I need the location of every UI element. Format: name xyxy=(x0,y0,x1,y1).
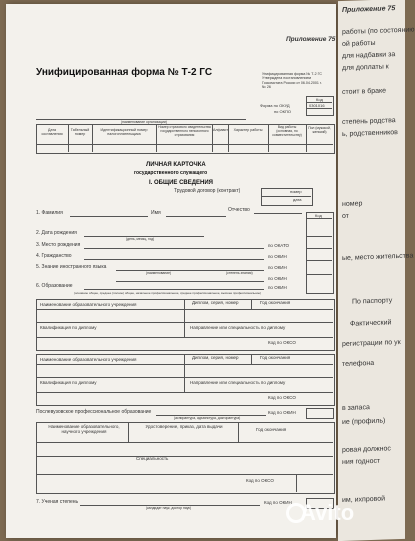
col-inn: Идентификационный номер налогоплательщика xyxy=(100,128,148,136)
okato-label: по ОКАТО xyxy=(268,243,290,248)
language-hint-1: (наименование) xyxy=(146,271,172,275)
right-text: ь, родственников xyxy=(342,129,398,139)
right-text: ие (профиль) xyxy=(342,417,386,427)
field-surname: 1. Фамилия xyxy=(36,210,63,216)
postgrad-okso: Код по ОКСО xyxy=(246,478,274,483)
degree-label: 7. Ученая степень xyxy=(36,499,79,505)
right-text: степень родства xyxy=(342,117,396,127)
okin-label-2: по ОКИН xyxy=(268,265,287,270)
adjacent-page xyxy=(338,0,415,541)
col-snils: Номер страхового свидетельства государственного пенсионного страхования xyxy=(158,125,211,137)
form-title: Унифицированная форма № Т-2 ГС xyxy=(36,67,213,78)
contract-number: номер xyxy=(290,189,302,194)
right-text: ой работы xyxy=(342,39,376,49)
appendix-label: Приложение 75 xyxy=(286,36,336,43)
edu2-specialty: Направление или специальность по диплому xyxy=(190,380,286,385)
postgrad-label: Послевузовское профессиональное образование xyxy=(36,409,152,415)
card-title: ЛИЧНАЯ КАРТОЧКА xyxy=(146,162,206,168)
field-birthdate: 2. Дата рождения xyxy=(36,230,77,236)
right-text: ровая должнос xyxy=(342,445,391,455)
okud-code: 0301016 xyxy=(309,103,325,108)
okud-label: Форма по ОКУД xyxy=(260,103,290,108)
right-text: телефона xyxy=(342,359,375,369)
approval-line: Госкомстата России от 06.04.2001 г. xyxy=(262,80,322,85)
col-sex: Пол (мужской, женский) xyxy=(308,126,331,134)
edu2-institution: Наименование образовательного учреждения xyxy=(40,357,137,362)
col-work-type: Характер работы xyxy=(233,128,263,132)
right-text: для доплаты к xyxy=(342,63,389,73)
okpo-label: по ОКПО xyxy=(274,109,291,114)
postgrad-hint: (аспирантура, адъюнктура, докторантура) xyxy=(174,416,241,420)
org-hint: (наименование организации) xyxy=(121,120,167,124)
edu1-institution: Наименование образовательного учреждения xyxy=(40,302,137,307)
edu2-year: Год окончания xyxy=(260,355,291,360)
postgrad-doc: Удостоверение, приказ, дата выдачи xyxy=(145,424,223,429)
right-text: для надбавки за xyxy=(342,51,396,61)
field-citizenship: 4. Гражданство xyxy=(36,253,72,259)
code-column-label: Код xyxy=(315,213,322,218)
postgrad-year: Год окончания xyxy=(256,427,287,432)
okin-label-4: по ОКИН xyxy=(268,285,287,290)
postgrad-okin-box xyxy=(306,408,334,419)
contract-label: Трудовой договор (контракт) xyxy=(174,188,241,194)
edu1-okso: Код по ОКСО xyxy=(268,340,296,345)
card-subtitle: государственного служащего xyxy=(134,170,208,176)
right-text: им, ихпровой xyxy=(342,495,386,505)
col-alphabet: Алфавит xyxy=(213,128,229,132)
right-text: стоит в браке xyxy=(342,87,387,97)
col-work-kind: Вид работы (основная, по совместительству) xyxy=(272,125,302,137)
edu2-diploma: Диплом, серия, номер xyxy=(192,355,239,360)
field-patronymic: Отчество xyxy=(228,207,250,213)
field-education: 6. Образование xyxy=(36,283,73,289)
contract-date: дата xyxy=(293,197,302,202)
approval-line: Утверждена постановлением xyxy=(262,76,311,81)
right-text: регистрации по ук xyxy=(342,338,401,349)
degree-hint: (кандидат наук, доктор наук) xyxy=(146,506,192,510)
edu1-year: Год окончания xyxy=(260,300,291,305)
okin-label-3: по ОКИН xyxy=(268,276,287,281)
postgrad-specialty: Специальность xyxy=(136,456,169,461)
edu2-okso: Код по ОКСО xyxy=(268,395,296,400)
right-text: ые, место жительства xyxy=(342,252,414,263)
birthdate-hint: (день, месяц, год) xyxy=(126,237,155,241)
code-column xyxy=(306,212,334,294)
document-page xyxy=(6,4,336,538)
field-language: 5. Знание иностранного языка xyxy=(36,264,107,270)
education-hint: (основное общее, среднее (полное) общее, начальное профессиональное, среднее профессиональное, высшее профессиональное) xyxy=(74,291,262,295)
degree-okin: Код по ОКИН xyxy=(264,500,292,505)
right-text: номер xyxy=(342,200,363,209)
code-label: Код xyxy=(316,97,323,102)
right-text: работы (по состоянию xyxy=(342,26,415,37)
field-birthplace: 3. Место рождения xyxy=(36,242,81,248)
right-text: По паспорту xyxy=(352,297,393,306)
okin-label-1: по ОКИН xyxy=(268,254,287,259)
postgrad-inst: Наименование образовательного, научного учреждения xyxy=(48,424,120,434)
edu1-qualification: Квалификация по диплому xyxy=(40,325,97,330)
contract-box xyxy=(261,188,313,206)
edu1-specialty: Направление или специальность по диплому xyxy=(190,325,286,330)
approval-block xyxy=(262,72,322,90)
right-text: в запаса xyxy=(342,404,370,413)
right-text: от xyxy=(342,212,349,221)
postgrad-okin: Код по ОКИН xyxy=(268,410,296,415)
right-text: ния годност xyxy=(342,457,381,467)
approval-line: № 26 xyxy=(262,85,271,90)
right-text: Приложение 75 xyxy=(342,5,396,15)
edu2-qualification: Квалификация по диплому xyxy=(40,380,97,385)
col-date: Дата составления xyxy=(41,128,63,136)
section-title: I. ОБЩИЕ СВЕДЕНИЯ xyxy=(149,180,213,186)
watermark: Avito xyxy=(300,500,355,525)
right-text: Фактический xyxy=(350,319,392,328)
col-tab: Табельный номер xyxy=(70,128,90,136)
edu1-diploma: Диплом, серия, номер xyxy=(192,300,239,305)
field-name: Имя xyxy=(151,210,161,216)
language-hint-2: (степень знания) xyxy=(226,271,253,275)
approval-line: Унифицированная форма № Т-2 ГС xyxy=(262,72,322,76)
